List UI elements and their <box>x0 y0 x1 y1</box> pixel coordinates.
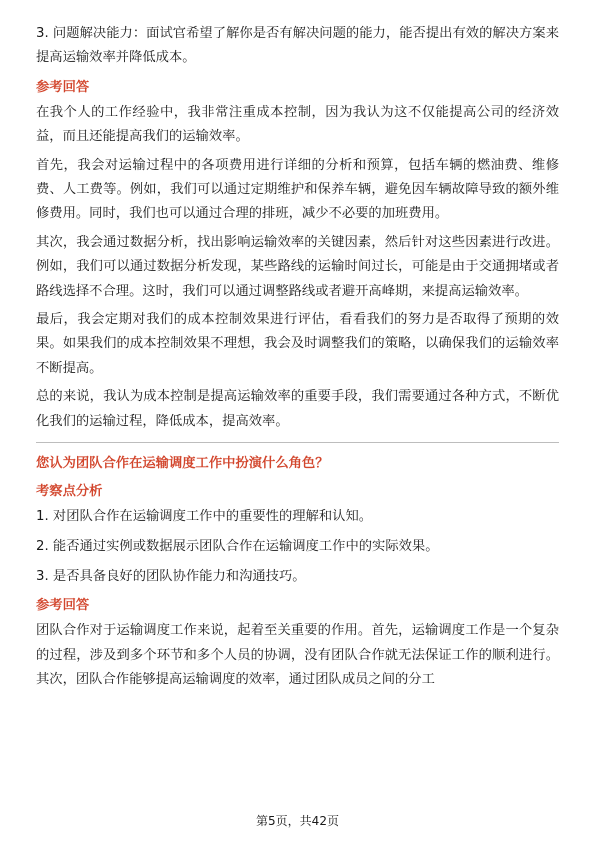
section-divider <box>36 442 559 443</box>
answer-paragraph: 最后，我会定期对我们的成本控制效果进行评估，看看我们的努力是否取得了预期的效果。如果我们的成本控制效果不理想，我会及时调整我们的策略，以确保我们的运输效率不断提高。 <box>36 312 559 376</box>
answer-paragraph: 总的来说，我认为成本控制是提高运输效率的重要手段，我们需要通过各种方式，不断优化我们的运输过程，降低成本，提高效率。 <box>36 389 559 429</box>
analysis-item: 2. 能否通过实例或数据展示团队合作在运输调度工作中的实际效果。 <box>36 539 439 555</box>
intro-list-item: 3. 问题解决能力：面试官希望了解你是否有解决问题的能力，能否提出有效的解决方案来提高运输效率并降低成本。 <box>36 26 559 66</box>
question-title: 您认为团队合作在运输调度工作中扮演什么角色？ <box>36 456 329 472</box>
reference-answer-heading: 参考回答 <box>36 79 90 95</box>
analysis-item: 1. 对团队合作在运输调度工作中的重要性的理解和认知。 <box>36 509 373 525</box>
reference-answer-heading-2: 参考回答 <box>36 598 90 614</box>
answer-paragraph: 在我个人的工作经验中，我非常注重成本控制，因为我认为这不仅能提高公司的经济效益，而且还能提高我们的运输效率。 <box>36 104 559 145</box>
analysis-item: 3. 是否具备良好的团队协作能力和沟通技巧。 <box>36 569 306 585</box>
page-footer: 第5页，共42页 <box>256 814 339 828</box>
document-page <box>36 22 559 696</box>
analysis-heading: 考察点分析 <box>36 484 103 500</box>
answer-paragraph: 首先，我会对运输过程中的各项费用进行详细的分析和预算，包括车辆的燃油费、维修费、人工费等。例如，我们可以通过定期维护和保养车辆，避免因车辆故障导致的额外维修费用。同时，我们也可以通过合理的排班，减少不必要的加班费用。 <box>36 157 559 222</box>
answer-paragraph-2: 团队合作对于运输调度工作来说，起着至关重要的作用。首先，运输调度工作是一个复杂的过程，涉及到多个环节和多个人员的协调，没有团队合作就无法保证工作的顺利进行。其次，团队合作能够提高运输调度的效率，通过团队成员之间的分工 <box>36 623 559 687</box>
answer-paragraph: 其次，我会通过数据分析，找出影响运输效率的关键因素，然后针对这些因素进行改进。例如，我们可以通过数据分析发现，某些路线的运输时间过长，可能是由于交通拥堵或者路线选择不合理。这时，我们可以通过调整路线或者避开高峰期，来提高运输效率。 <box>36 234 559 299</box>
